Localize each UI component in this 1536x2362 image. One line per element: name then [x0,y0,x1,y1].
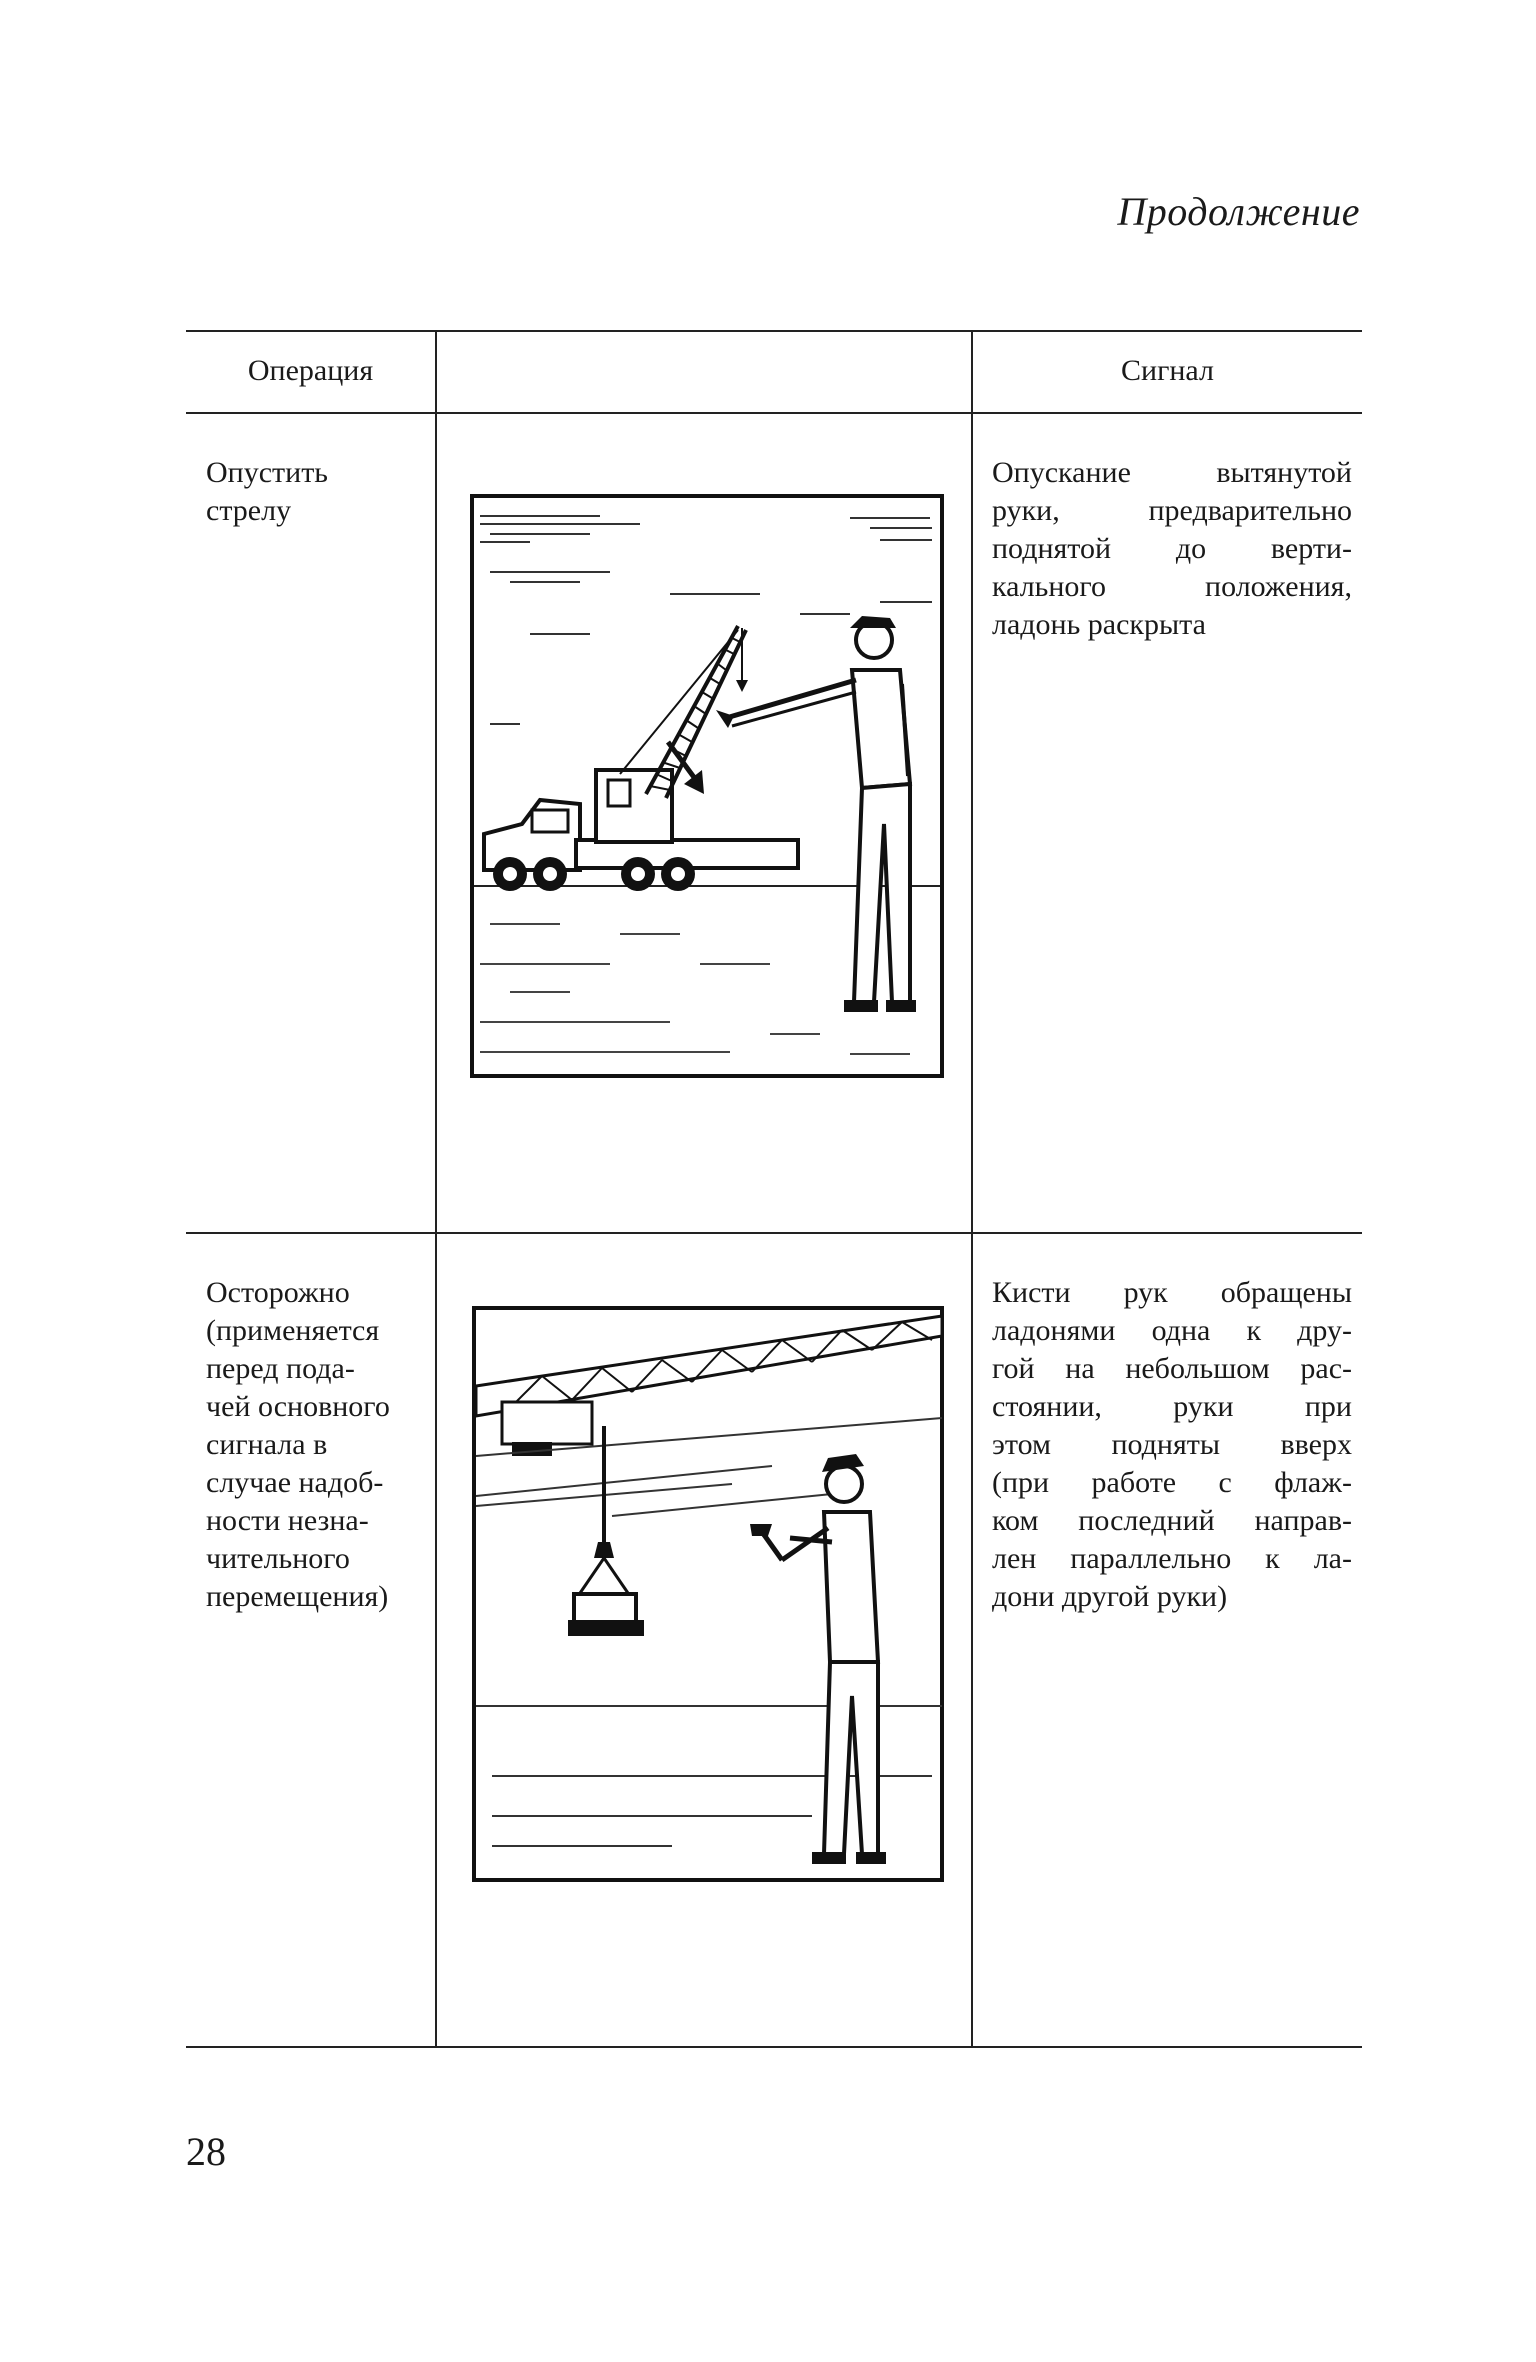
table-bottom-rule [186,2046,1362,2048]
continuation-label: Продолжение [1117,189,1360,234]
header-signal: Сигнал [1121,354,1214,387]
column-divider-right [971,330,973,2048]
page-number: 28 [186,2129,226,2174]
signals-table [186,330,1362,2048]
row1-operation: Опустить стрелу [206,456,328,527]
row2-signal: Кисти рук обращены ладонями одна к дру- гой на небольшом рас- стоянии, руки при этом подняты вверх (при работе с флаж- ком последний направ- лен параллельно к ла- дони другой руки) [992,1276,1352,1613]
row2-operation: Осторожно (применяется перед пода- чей основного сигнала в случае надоб- ности незна- чительного перемещения) [206,1276,390,1613]
column-divider-left [435,330,437,2048]
header-bottom-rule [186,412,1362,414]
header-operation: Операция [247,354,374,387]
crane-lower-boom-illustration [470,494,944,1078]
row-separator-rule [186,1232,1362,1234]
row1-signal: Опускание вытянутой руки, предварительно поднятой до верти- кального положения, ладонь раскрыта [992,456,1352,641]
caution-signal-illustration [472,1306,944,1882]
